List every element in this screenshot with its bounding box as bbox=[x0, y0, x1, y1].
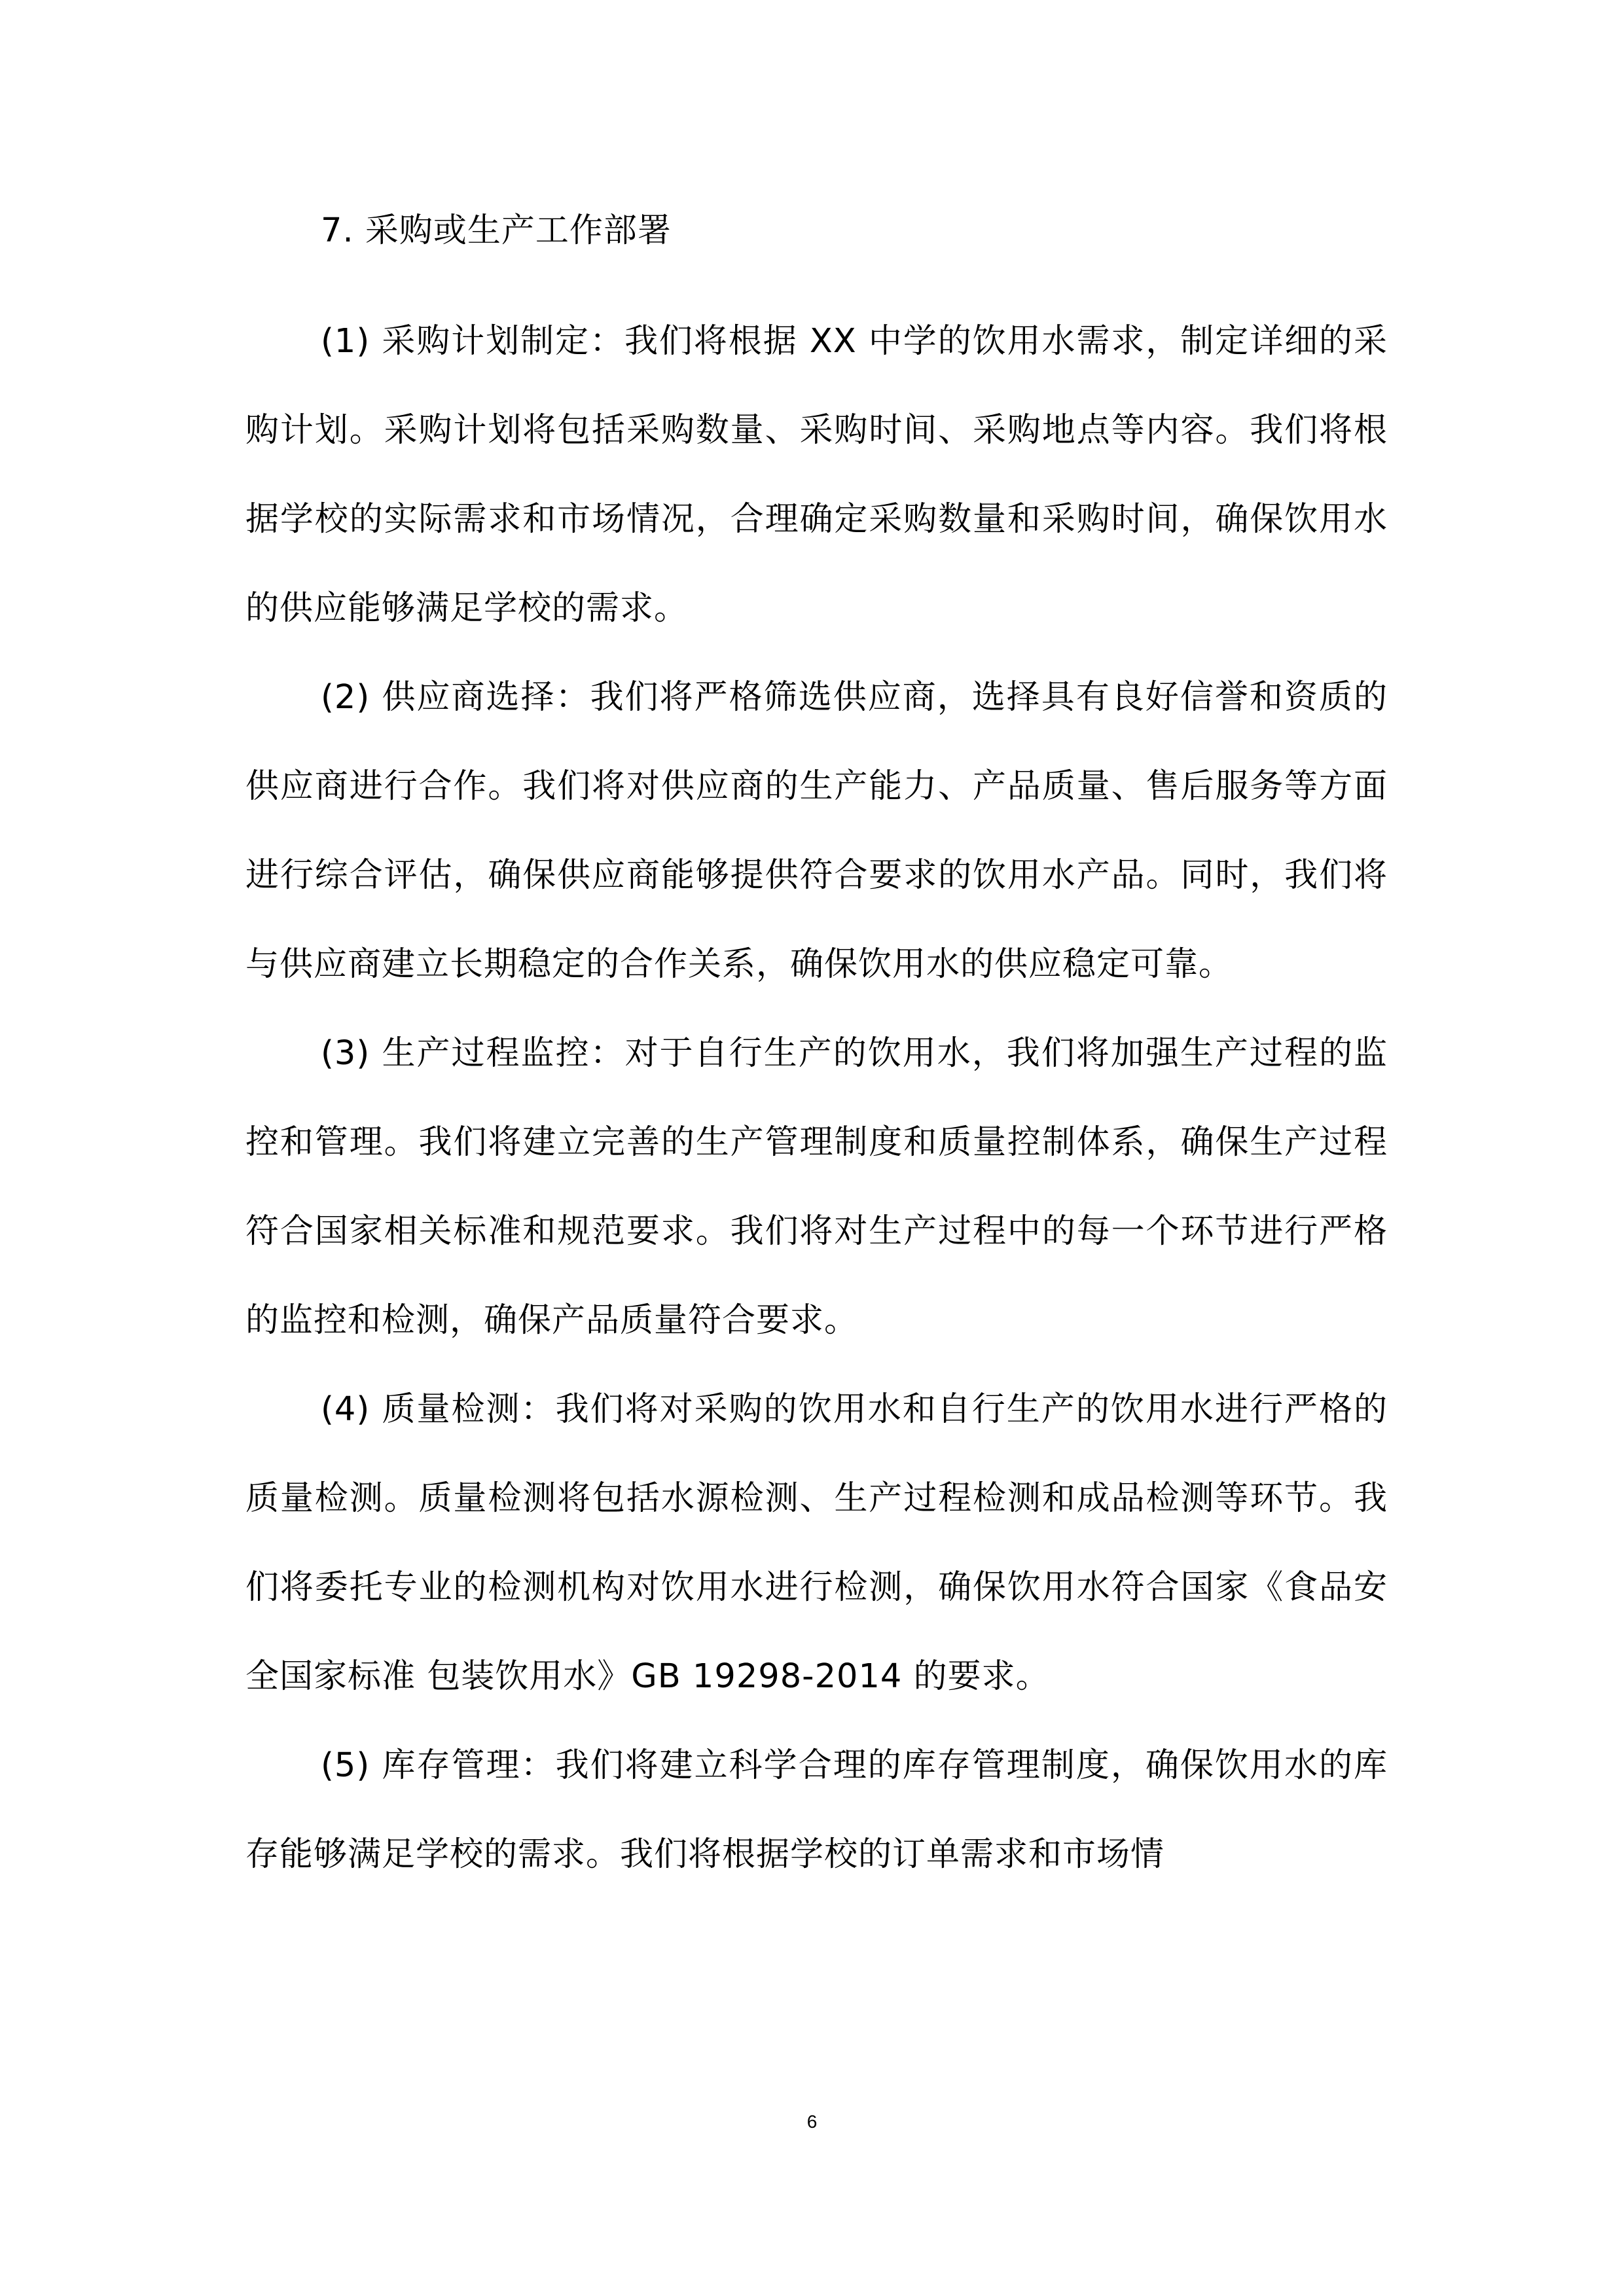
section-heading: 7. 采购或生产工作部署 bbox=[321, 211, 672, 250]
page-content bbox=[245, 208, 1388, 1899]
paragraph-supplier-selection: (2) 供应商选择：我们将严格筛选供应商，选择具有良好信誉和资质的供应商进行合作。我们将对供应商的生产能力、产品质量、售后服务等方面进行综合评估，确保供应商能够提供符合要求的饮用水产品。同时，我们将与供应商建立长期稳定的合作关系，确保饮用水的供应稳定可靠。 bbox=[245, 678, 1388, 984]
paragraph-procurement-plan: (1) 采购计划制定：我们将根据 XX 中学的饮用水需求，制定详细的采购计划。采购计划将包括采购数量、采购时间、采购地点等内容。我们将根据学校的实际需求和市场情况，合理确定采购数量和采购时间，确保饮用水的供应能够满足学校的需求。 bbox=[245, 322, 1388, 628]
page-number: 6 bbox=[806, 2111, 818, 2132]
paragraph-quality-testing: (4) 质量检测：我们将对采购的饮用水和自行生产的饮用水进行严格的质量检测。质量检测将包括水源检测、生产过程检测和成品检测等环节。我们将委托专业的检测机构对饮用水进行检测，确保饮用水符合国家《食品安全国家标准 包装饮用水》GB 19298-2014 的要求。 bbox=[245, 1390, 1388, 1696]
paragraph-inventory-management: (5) 库存管理：我们将建立科学合理的库存管理制度，确保饮用水的库存能够满足学校的需求。我们将根据学校的订单需求和市场情 bbox=[245, 1746, 1388, 1874]
paragraph-production-monitoring: (3) 生产过程监控：对于自行生产的饮用水，我们将加强生产过程的监控和管理。我们将建立完善的生产管理制度和质量控制体系，确保生产过程符合国家相关标准和规范要求。我们将对生产过程中的每一个环节进行严格的监控和检测，确保产品质量符合要求。 bbox=[245, 1034, 1388, 1340]
